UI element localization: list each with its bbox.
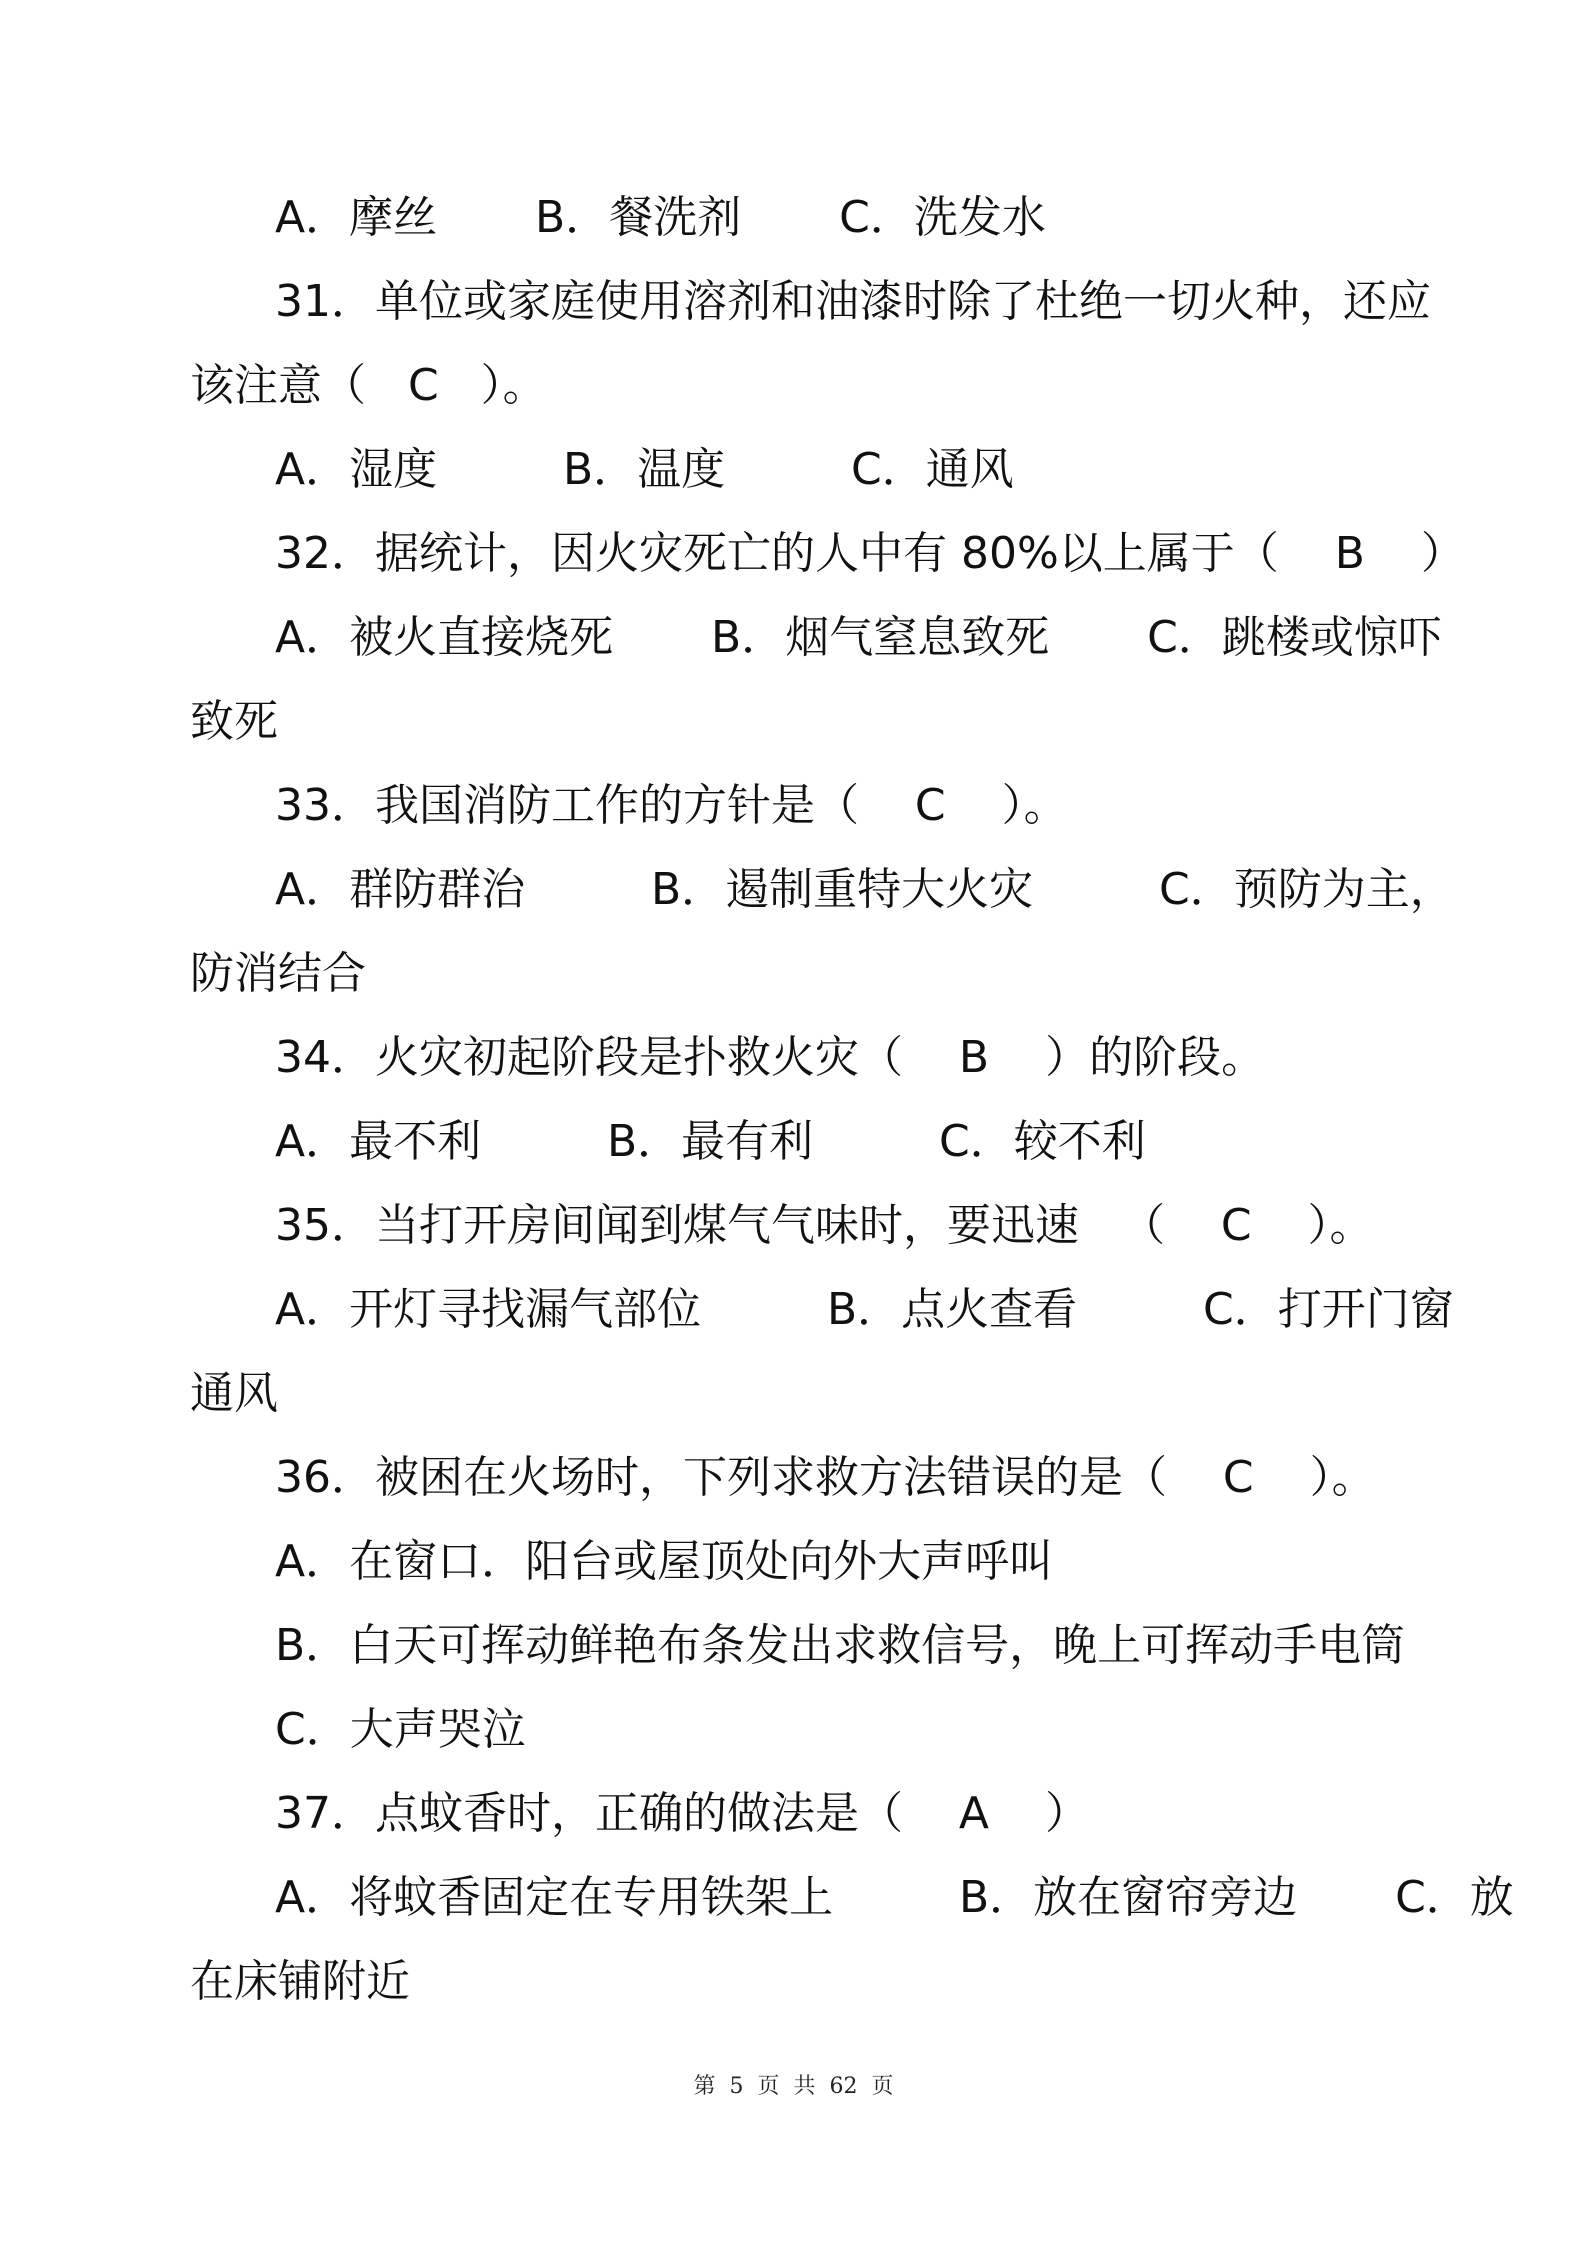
- question-36: 36．被困在火场时，下列求救方法错误的是（ C ）。: [275, 1452, 1376, 1503]
- option-line-q37-continued: 在床铺附近: [190, 1956, 410, 2007]
- page-footer: 第 5 页 共 62 页: [693, 2074, 894, 2099]
- option-line-q33: A．群防群治 B．遏制重特大火灾 C．预防为主，: [275, 864, 1454, 915]
- option-line-q30: A．摩丝 B．餐洗剂 C．洗发水: [275, 192, 1046, 243]
- question-31: 31．单位或家庭使用溶剂和油漆时除了杜绝一切火种，还应: [275, 276, 1431, 327]
- question-37: 37．点蚊香时，正确的做法是（ A ）: [275, 1788, 1089, 1839]
- option-line-q34: A．最不利 B．最有利 C．较不利: [275, 1116, 1146, 1167]
- option-line-q31: A．湿度 B．温度 C．通风: [275, 444, 1014, 495]
- question-31-continued: 该注意（ C ）。: [190, 360, 547, 411]
- option-line-q35: A．开灯寻找漏气部位 B．点火查看 C．打开门窗: [275, 1284, 1454, 1335]
- question-32: 32．据统计，因火灾死亡的人中有 80%以上属于（ B ）: [275, 528, 1465, 579]
- option-line-q37: A．将蚊香固定在专用铁架上 B．放在窗帘旁边 C．放: [275, 1872, 1514, 1923]
- option-a-q36: A．在窗口．阳台或屋顶处向外大声呼叫: [275, 1536, 1054, 1587]
- option-line-q32-continued: 致死: [190, 696, 278, 747]
- option-line-q35-continued: 通风: [190, 1368, 278, 1419]
- option-line-q33-continued: 防消结合: [190, 948, 366, 999]
- question-35: 35．当打开房间闻到煤气气味时，要迅速 （ C ）。: [275, 1200, 1374, 1251]
- option-c-q36: C．大声哭泣: [275, 1704, 526, 1755]
- question-34: 34．火灾初起阶段是扑救火灾（ B ）的阶段。: [275, 1032, 1266, 1083]
- question-33: 33．我国消防工作的方针是（ C ）。: [275, 780, 1068, 831]
- option-b-q36: B．白天可挥动鲜艳布条发出求救信号，晚上可挥动手电筒: [275, 1620, 1406, 1671]
- option-line-q32: A．被火直接烧死 B．烟气窒息致死 C．跳楼或惊吓: [275, 612, 1442, 663]
